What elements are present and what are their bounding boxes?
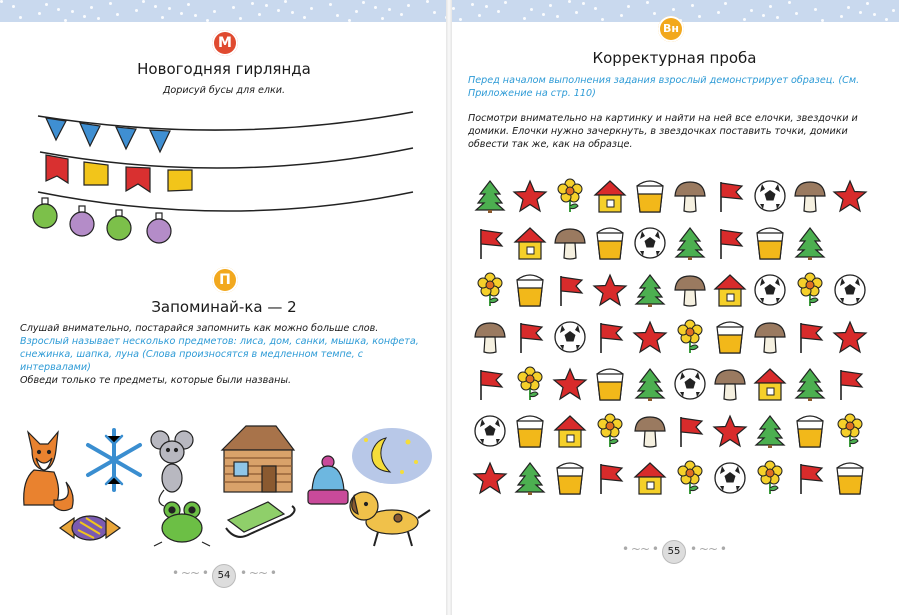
flower-icon	[592, 413, 628, 449]
star-icon	[832, 178, 868, 214]
flag-icon	[712, 225, 748, 261]
blue-pennants	[46, 118, 170, 152]
hat-icon	[308, 456, 348, 504]
page-decoration: • ~~ •	[240, 566, 276, 580]
mushroom-icon	[712, 366, 748, 402]
moon-icon	[352, 428, 432, 484]
mushroom-icon	[552, 225, 588, 261]
house-icon	[512, 225, 548, 261]
fox-icon	[24, 432, 73, 511]
memory-p1: Слушай внимательно, постарайся запомнить как можно больше слов.	[20, 323, 379, 334]
ball-icon	[672, 366, 708, 402]
star-icon	[632, 319, 668, 355]
star-icon	[592, 272, 628, 308]
flag-icon	[472, 366, 508, 402]
snowflake-icon	[88, 430, 140, 490]
ball-icon	[632, 225, 668, 261]
mushroom-icon	[752, 319, 788, 355]
bucket-icon	[832, 460, 868, 496]
bucket-icon	[592, 366, 628, 402]
bucket-icon	[512, 272, 548, 308]
tree-icon	[472, 178, 508, 214]
tree-icon	[792, 366, 828, 402]
flower-icon	[512, 366, 548, 402]
flag-icon	[672, 413, 708, 449]
star-icon	[472, 460, 508, 496]
section-badge: М	[212, 30, 238, 56]
proofreading-note: Перед началом выполнения задания взрослый демонстрирует образец. (См. Приложение на стр. 110)	[468, 75, 860, 99]
memory-items	[14, 410, 434, 550]
mushroom-icon	[672, 272, 708, 308]
garland-instruction: Дорисуй бусы для елки.	[162, 85, 286, 96]
memory-p2: Взрослый называет несколько предметов: лиса, дом, санки, мышка, конфета, снежинка, шапка, луна (Слова произносятся в медленном темпе, с интервалами)	[20, 336, 419, 373]
house-icon	[632, 460, 668, 496]
mushroom-icon	[632, 413, 668, 449]
house-icon	[552, 413, 588, 449]
ball-icon	[472, 413, 508, 449]
star-icon	[512, 178, 548, 214]
flower-icon	[752, 460, 788, 496]
memory-title: Запоминай-ка — 2	[151, 298, 297, 316]
tree-icon	[632, 272, 668, 308]
bucket-icon	[792, 413, 828, 449]
tree-icon	[672, 225, 708, 261]
flag-icon	[592, 460, 628, 496]
flag-icon	[592, 319, 628, 355]
sled-icon	[226, 502, 295, 537]
page-decoration: • ~~ •	[690, 542, 726, 556]
proofreading-instruction: Посмотри внимательно на картинку и найти на ней все елочки, звездочки и домики. Елочки нужно зачеркнуть, в звездочках поставить точки, домики обвести так же, как на образце.	[468, 113, 858, 150]
bucket-icon	[752, 225, 788, 261]
flower-icon	[672, 319, 708, 355]
tree-icon	[632, 366, 668, 402]
proofreading-title: Корректурная проба	[592, 49, 757, 67]
star-icon	[552, 366, 588, 402]
flag-icon	[712, 178, 748, 214]
flower-icon	[832, 413, 868, 449]
symbol-grid	[472, 178, 882, 508]
flag-icon	[472, 225, 508, 261]
frog-icon	[154, 502, 210, 546]
house-icon	[592, 178, 628, 214]
flag-icon	[792, 460, 828, 496]
tree-icon	[752, 413, 788, 449]
dog-icon	[350, 492, 430, 546]
mouse-icon	[151, 431, 193, 506]
star-icon	[832, 319, 868, 355]
house-icon	[712, 272, 748, 308]
page-number: 55	[662, 540, 686, 564]
candy-icon	[60, 516, 120, 540]
flower-icon	[552, 178, 588, 214]
bucket-icon	[592, 225, 628, 261]
page-decoration: • ~~ •	[172, 566, 208, 580]
page-number: 54	[212, 564, 236, 588]
bucket-icon	[512, 413, 548, 449]
right-page	[450, 22, 899, 615]
bucket-icon	[712, 319, 748, 355]
mushroom-icon	[792, 178, 828, 214]
section-badge: Вн	[658, 16, 684, 42]
flower-icon	[792, 272, 828, 308]
tree-icon	[792, 225, 828, 261]
flower-icon	[672, 460, 708, 496]
flag-icon	[512, 319, 548, 355]
star-icon	[712, 413, 748, 449]
house-icon	[752, 366, 788, 402]
section-badge: П	[212, 267, 238, 293]
page-decoration: • ~~ •	[622, 542, 658, 556]
ball-icon	[752, 178, 788, 214]
flower-icon	[472, 272, 508, 308]
bucket-icon	[552, 460, 588, 496]
ball-icon	[752, 272, 788, 308]
left-page	[0, 22, 448, 615]
ball-icon	[832, 272, 868, 308]
flag-icon	[552, 272, 588, 308]
mushroom-icon	[472, 319, 508, 355]
flag-icon	[832, 366, 868, 402]
tree-icon	[512, 460, 548, 496]
mushroom-icon	[672, 178, 708, 214]
ball-icon	[712, 460, 748, 496]
log-house-icon	[222, 426, 294, 492]
ball-icon	[552, 319, 588, 355]
memory-p3: Обведи только те предметы, которые были названы.	[20, 375, 292, 386]
garland-title: Новогодняя гирлянда	[137, 60, 311, 78]
bucket-icon	[632, 178, 668, 214]
flag-icon	[792, 319, 828, 355]
garland-drawing	[28, 100, 428, 250]
